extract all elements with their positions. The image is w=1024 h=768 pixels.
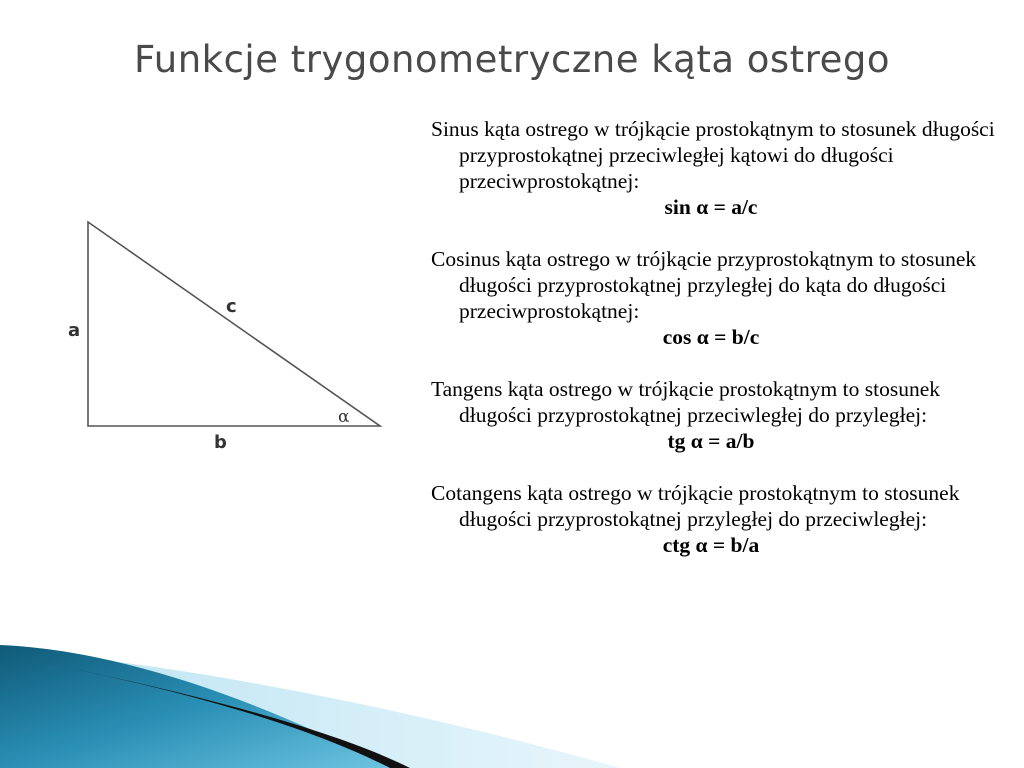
- definition-text: Cosinus kąta ostrego w trójkącie przyprostokątnym to stosunek długości przyprostokątnej przyległej do kąta do długości przeciwprostokątnej:: [431, 247, 977, 323]
- right-triangle-figure: [60, 210, 400, 460]
- definition-tangens: [431, 376, 1011, 454]
- definition-text: Tangens kąta ostrego w trójkącie prostokątnym to stosunek długości przyprostokątnej przeciwległej do przyległej:: [431, 377, 941, 427]
- definition-cotangens: [431, 480, 1011, 558]
- right-triangle: [88, 222, 380, 426]
- formula: cos α = b/c: [662, 325, 760, 349]
- angle-alpha-label: α: [338, 407, 350, 427]
- side-c-label: c: [226, 296, 237, 317]
- slide-title: Funkcje trygonometryczne kąta ostrego: [134, 38, 890, 81]
- formula: sin α = a/c: [664, 195, 758, 219]
- formula: tg α = a/b: [667, 429, 755, 453]
- formula: ctg α = b/a: [662, 533, 760, 557]
- side-a-label: a: [68, 320, 81, 341]
- definitions-list: [431, 116, 1011, 584]
- definition-text: Cotangens kąta ostrego w trójkącie prostokątnym to stosunek długości przyprostokątnej przyległej do przeciwległej:: [431, 481, 960, 531]
- side-b-label: b: [214, 432, 227, 453]
- definition-sinus: [431, 116, 1011, 220]
- definition-cosinus: [431, 246, 1011, 350]
- definition-text: Sinus kąta ostrego w trójkącie prostokątnym to stosunek długości przyprostokątnej przeciwległej kątowi do długości przeciwprostokątnej:: [431, 117, 995, 193]
